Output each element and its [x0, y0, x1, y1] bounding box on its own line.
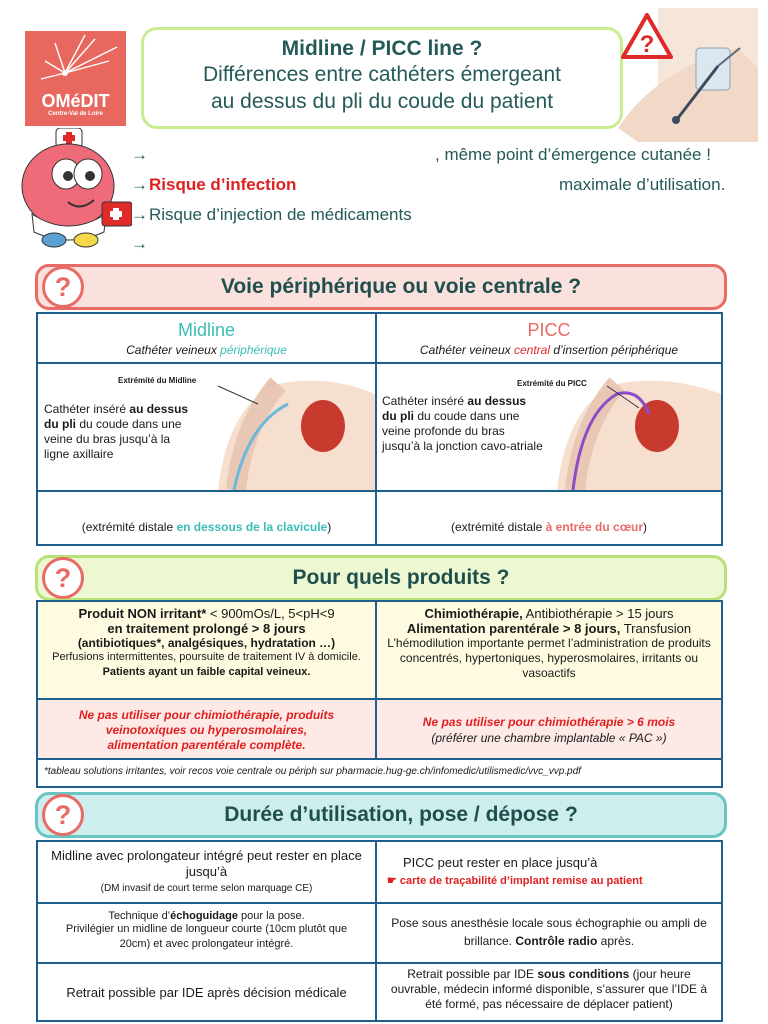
picc-distal-suffix: ): [643, 520, 648, 534]
picc-products-cell: [375, 600, 723, 700]
midline-subtitle-prefix: Cathéter veineux: [126, 343, 221, 357]
logo-name: OMéDIT: [41, 91, 110, 111]
picc-heading-cell: [375, 312, 723, 364]
svg-text:?: ?: [639, 31, 655, 58]
midline-products-l1-bold: Produit NON irritant*: [78, 606, 210, 621]
intro-arrow-2: →: [131, 175, 148, 194]
midline-desc-a: Cathéter inséré: [44, 402, 130, 416]
midline-warning-cell: [36, 698, 377, 760]
section-title-duree: Durée d’utilisation, pose / dépose ?: [224, 803, 578, 826]
section-banner-produits: [35, 555, 727, 601]
midline-products-line1: [38, 606, 375, 621]
section-banner-voie: [35, 264, 727, 310]
picc-removal: [377, 967, 721, 1012]
picc-pose-b: Contrôle radio: [515, 934, 598, 948]
picc-subtitle: [377, 343, 721, 357]
picc-products-line2: [377, 621, 721, 636]
midline-warning: Ne pas utiliser pour chimiothérapie, produits veinotoxiques ou hyperosmolaires, alimentation parentérale complète.: [78, 708, 335, 752]
midline-distal-prefix: (extrémité distale: [81, 520, 177, 534]
picc-warning-alt: (préférer une chambre implantable « PAC »): [431, 731, 667, 745]
midline-products-l1-rest: < 900mOs/L, 5<pH<9: [209, 606, 335, 621]
midline-duration-cell: [36, 840, 377, 904]
midline-pose-line1: [38, 910, 375, 922]
footnote-cell: [36, 758, 723, 788]
midline-desc-c: du coude dans une veine du bras jusqu’à la ligne axillaire: [44, 417, 182, 461]
picc-description: [382, 394, 544, 454]
picc-warning: Ne pas utiliser pour chimiothérapie > 6 mois: [422, 715, 676, 729]
omedit-logo: [25, 31, 126, 126]
footnote: *tableau solutions irritantes, voir recos voie centrale ou périph sur pharmacie.hug-ge.ch/infomedic/utilismedic/vvc_vvp.pdf: [44, 766, 581, 777]
question-icon: ?: [42, 266, 84, 308]
picc-pose-c: après.: [597, 934, 635, 948]
picc-duration-cell: [375, 840, 723, 904]
midline-products-l4-bold: Patients ayant un faible capital veineux.: [102, 666, 311, 678]
title-box: [141, 27, 623, 129]
midline-tip-label: Extrémité du Midline: [118, 376, 197, 385]
picc-desc-a: Cathéter inséré: [382, 394, 468, 408]
picc-duration: PICC peut rester en place jusqu’à: [403, 855, 598, 870]
midline-removal: Retrait possible par IDE après décision médicale: [66, 985, 347, 1000]
picc-pose: [377, 914, 721, 950]
section-title-produits: Pour quels produits ?: [292, 566, 510, 589]
picc-subtitle-suffix: d’insertion périphérique: [550, 343, 679, 357]
midline-pose-c: pour la pose.: [237, 910, 305, 922]
midline-heading-cell: [36, 312, 377, 364]
picc-pose-a: Pose sous anesthésie locale sous échographie ou ampli de brillance.: [391, 916, 707, 948]
picc-heading: PICC: [527, 320, 571, 340]
midline-removal-cell: [36, 962, 377, 1022]
midline-desc-b: au dessus du pli: [44, 402, 189, 431]
picc-distal: [377, 520, 721, 534]
intro-line2-right: maximale d’utilisation.: [559, 175, 726, 194]
midline-products-line4: [38, 650, 375, 680]
picc-distal-prefix: (extrémité distale: [450, 520, 546, 534]
intro-arrow-3: →: [131, 205, 148, 224]
midline-illustration-cell: [36, 362, 377, 492]
midline-pose-line2: Privilégier un midline de longueur courte (10cm plutôt que 20cm) et avec prolongateur intégré.: [65, 923, 348, 950]
section-banner-duree: [35, 792, 727, 838]
picc-removal-c: (jour heure ouvrable, médecin informé disponible, s’assurer que l’IDE à été formé, pas nécessaire de déplacer patient): [390, 967, 708, 1011]
picc-desc-c: du coude dans une veine profonde du bras jusqu’à la jonction cavo-atriale: [382, 409, 543, 453]
warning-question-icon: [621, 12, 673, 60]
picc-products-line3: L’hémodilution importante permet l’administration de produits concentrés, hypertoniques, hyperosmolaires, irritants ou vasoactifs: [387, 636, 711, 680]
picc-implant-card: ☛ carte de traçabilité d’implant remise au patient: [387, 875, 643, 887]
picc-removal-a: Retrait possible par IDE: [407, 967, 538, 981]
nurse-mascot-illustration: [10, 128, 132, 248]
picc-products-l1-rest: Antibiothérapie > 15 jours: [522, 606, 674, 621]
midline-products-line3: (antibiotiques*, analgésiques, hydratation …): [77, 636, 336, 650]
picc-subtitle-prefix: Cathéter veineux: [419, 343, 514, 357]
midline-distal-cell: [36, 490, 377, 546]
page-subtitle-line1: Différences entre cathéters émergeant: [203, 63, 561, 86]
midline-pose-cell: [36, 902, 377, 964]
midline-pose-a: Technique d’: [108, 910, 171, 922]
picc-products-line1: [377, 606, 721, 621]
picc-removal-cell: [375, 962, 723, 1022]
starburst-icon: [25, 31, 126, 91]
picc-warning-cell: [375, 698, 723, 760]
picc-distal-cell: [375, 490, 723, 546]
intro-arrow-1: →: [131, 145, 148, 164]
question-icon: ?: [42, 794, 84, 836]
midline-pose-b: échoguidage: [170, 910, 238, 922]
risk-infection: Risque d’infection: [149, 175, 297, 194]
section-title-voie: Voie périphérique ou voie centrale ?: [220, 275, 582, 298]
midline-description: [44, 402, 196, 462]
midline-duration-note: (DM invasif de court terme selon marquage CE): [100, 883, 313, 894]
picc-products-l2-bold: Alimentation parentérale > 8 jours,: [406, 621, 621, 636]
picc-distal-highlight: à entrée du cœur: [545, 520, 644, 534]
picc-subtitle-highlight: central: [513, 343, 550, 357]
picc-illustration-cell: [375, 362, 723, 492]
page-title: Midline / PICC line ?: [281, 37, 483, 60]
question-icon: ?: [42, 557, 84, 599]
intro-line1-right: , même point d’émergence cutanée !: [435, 145, 711, 164]
picc-pose-cell: [375, 902, 723, 964]
picc-products-l2-rest: Transfusion: [620, 621, 692, 636]
logo-region: Centre-Val de Loire: [48, 111, 103, 117]
midline-products-l4: Perfusions intermittentes, poursuite de traitement IV à domicile.: [52, 651, 361, 663]
midline-distal-suffix: ): [327, 520, 332, 534]
risk-injection: Risque d’injection de médicaments: [149, 205, 412, 224]
midline-distal: [38, 520, 375, 534]
page-subtitle-line2: au dessus du pli du coude du patient: [210, 90, 554, 113]
midline-subtitle: [38, 343, 375, 357]
picc-desc-b: au dessus du pli: [382, 394, 527, 423]
midline-distal-highlight: en dessous de la clavicule: [176, 520, 328, 534]
midline-products-line2: en traitement prolongé > 8 jours: [107, 621, 306, 636]
midline-products-cell: [36, 600, 377, 700]
intro-arrow-4: →: [131, 234, 148, 253]
picc-tip-label: Extrémité du PICC: [517, 379, 587, 388]
picc-products-l1-bold: Chimiothérapie,: [424, 606, 523, 621]
picc-removal-b: sous conditions: [537, 967, 630, 981]
midline-subtitle-highlight: périphérique: [220, 343, 287, 357]
midline-heading: Midline: [177, 320, 236, 340]
midline-duration: Midline avec prolongateur intégré peut rester en place jusqu’à: [51, 848, 362, 879]
